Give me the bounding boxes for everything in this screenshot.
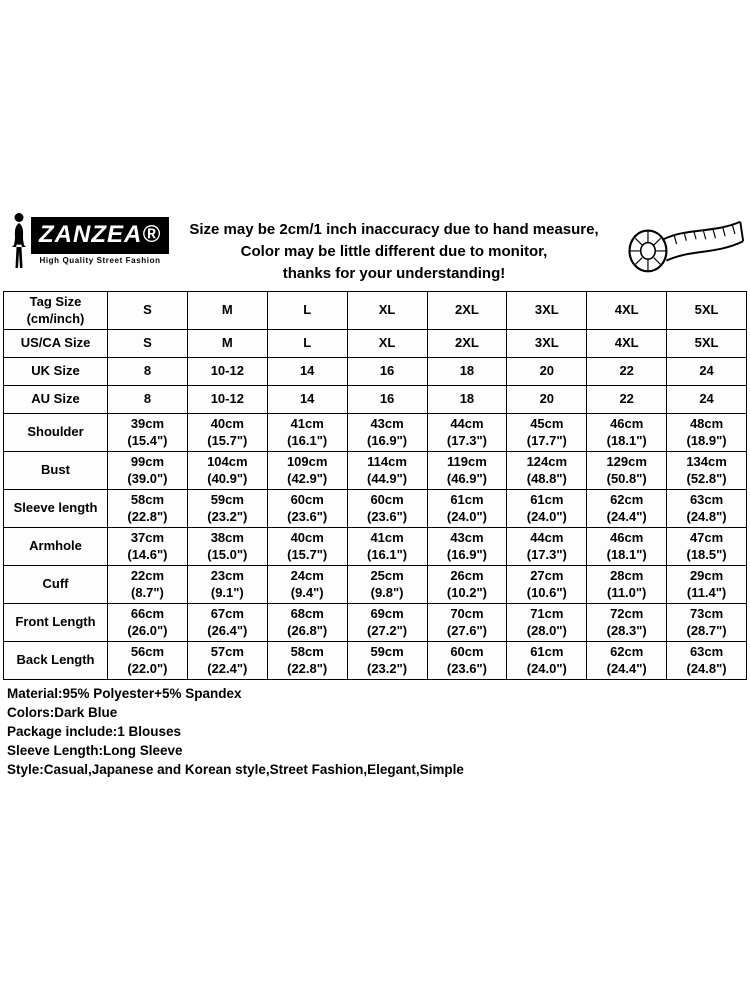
table-cell: 46cm (18.1")	[587, 414, 667, 452]
table-cell: 40cm (15.7")	[187, 414, 267, 452]
table-cell: 20	[507, 358, 587, 386]
table-cell: 69cm (27.2")	[347, 604, 427, 642]
table-cell: 38cm (15.0")	[187, 528, 267, 566]
table-cell: 57cm (22.4")	[187, 642, 267, 680]
table-cell: 66cm (26.0")	[108, 604, 188, 642]
table-row	[4, 566, 747, 604]
table-cell: 61cm (24.0")	[507, 490, 587, 528]
table-cell: 119cm (46.9")	[427, 452, 507, 490]
table-cell: 63cm (24.8")	[667, 490, 747, 528]
size-chart-page	[3, 0, 747, 779]
table-cell: 23cm (9.1")	[187, 566, 267, 604]
table-cell: 2XL	[427, 330, 507, 358]
table-cell: 60cm (23.6")	[347, 490, 427, 528]
table-row	[4, 642, 747, 680]
table-cell: XL	[347, 292, 427, 330]
table-cell: 71cm (28.0")	[507, 604, 587, 642]
row-label: US/CA Size	[4, 330, 108, 358]
table-row	[4, 330, 747, 358]
table-cell: 8	[108, 386, 188, 414]
table-cell: 68cm (26.8")	[267, 604, 347, 642]
table-cell: 63cm (24.8")	[667, 642, 747, 680]
table-cell: 48cm (18.9")	[667, 414, 747, 452]
table-cell: XL	[347, 330, 427, 358]
table-cell: S	[108, 330, 188, 358]
table-cell: 43cm (16.9")	[427, 528, 507, 566]
brand-name: ZANZEA®	[31, 217, 169, 254]
table-cell: 24	[667, 358, 747, 386]
table-cell: 44cm (17.3")	[427, 414, 507, 452]
detail-style: Style:Casual,Japanese and Korean style,Street Fashion,Elegant,Simple	[7, 762, 464, 777]
table-cell: 10-12	[187, 358, 267, 386]
table-cell: 16	[347, 358, 427, 386]
table-cell: 22cm (8.7")	[108, 566, 188, 604]
brand-tagline: High Quality Street Fashion	[39, 256, 161, 265]
row-label: AU Size	[4, 386, 108, 414]
table-cell: 28cm (11.0")	[587, 566, 667, 604]
table-cell: 22	[587, 358, 667, 386]
table-cell: 40cm (15.7")	[267, 528, 347, 566]
table-cell: 56cm (22.0")	[108, 642, 188, 680]
table-cell: 2XL	[427, 292, 507, 330]
row-label: Bust	[4, 452, 108, 490]
size-table-body	[4, 292, 747, 680]
table-row	[4, 386, 747, 414]
table-cell: 4XL	[587, 292, 667, 330]
table-row	[4, 452, 747, 490]
row-label: Cuff	[4, 566, 108, 604]
table-cell: 16	[347, 386, 427, 414]
table-cell: 114cm (44.9")	[347, 452, 427, 490]
table-cell: L	[267, 330, 347, 358]
table-cell: 10-12	[187, 386, 267, 414]
notice-line-2: Color may be little different due to monitor,	[240, 243, 548, 260]
table-cell: 72cm (28.3")	[587, 604, 667, 642]
row-label: Sleeve length	[4, 490, 108, 528]
table-cell: 62cm (24.4")	[587, 642, 667, 680]
table-cell: 44cm (17.3")	[507, 528, 587, 566]
measure-notice	[171, 212, 617, 285]
table-cell: 24cm (9.4")	[267, 566, 347, 604]
table-cell: 45cm (17.7")	[507, 414, 587, 452]
table-cell: 27cm (10.6")	[507, 566, 587, 604]
table-cell: 124cm (48.8")	[507, 452, 587, 490]
table-cell: 4XL	[587, 330, 667, 358]
table-cell: S	[108, 292, 188, 330]
table-cell: M	[187, 330, 267, 358]
table-cell: 129cm (50.8")	[587, 452, 667, 490]
row-label: Tag Size (cm/inch)	[4, 292, 108, 330]
table-cell: 58cm (22.8")	[267, 642, 347, 680]
row-label: Back Length	[4, 642, 108, 680]
table-cell: 59cm (23.2")	[347, 642, 427, 680]
table-cell: 5XL	[667, 330, 747, 358]
notice-line-1: Size may be 2cm/1 inch inaccuracy due to hand measure,	[189, 221, 599, 238]
table-cell: 29cm (11.4")	[667, 566, 747, 604]
table-cell: 22	[587, 386, 667, 414]
table-row	[4, 292, 747, 330]
table-cell: 46cm (18.1")	[587, 528, 667, 566]
table-row	[4, 414, 747, 452]
table-cell: 60cm (23.6")	[427, 642, 507, 680]
table-cell: 41cm (16.1")	[347, 528, 427, 566]
table-cell: 37cm (14.6")	[108, 528, 188, 566]
row-label: Armhole	[4, 528, 108, 566]
table-row	[4, 604, 747, 642]
row-label: UK Size	[4, 358, 108, 386]
table-cell: 18	[427, 386, 507, 414]
table-cell: 25cm (9.8")	[347, 566, 427, 604]
table-cell: 3XL	[507, 330, 587, 358]
table-cell: 67cm (26.4")	[187, 604, 267, 642]
table-cell: 62cm (24.4")	[587, 490, 667, 528]
product-details	[3, 684, 747, 779]
table-cell: M	[187, 292, 267, 330]
table-row	[4, 358, 747, 386]
table-cell: 24	[667, 386, 747, 414]
table-cell: 61cm (24.0")	[507, 642, 587, 680]
table-cell: 18	[427, 358, 507, 386]
table-cell: 39cm (15.4")	[108, 414, 188, 452]
table-cell: 20	[507, 386, 587, 414]
brand-logo	[3, 212, 171, 270]
table-row	[4, 490, 747, 528]
table-cell: 70cm (27.6")	[427, 604, 507, 642]
table-cell: 14	[267, 358, 347, 386]
table-cell: 58cm (22.8")	[108, 490, 188, 528]
measuring-tape-icon	[617, 214, 745, 282]
row-label: Front Length	[4, 604, 108, 642]
table-cell: 41cm (16.1")	[267, 414, 347, 452]
detail-material: Material:95% Polyester+5% Spandex	[7, 686, 242, 701]
table-cell: 134cm (52.8")	[667, 452, 747, 490]
header	[3, 212, 747, 285]
table-cell: 109cm (42.9")	[267, 452, 347, 490]
table-cell: 47cm (18.5")	[667, 528, 747, 566]
size-table	[3, 291, 747, 680]
table-cell: 61cm (24.0")	[427, 490, 507, 528]
detail-sleeve-length: Sleeve Length:Long Sleeve	[7, 743, 183, 758]
notice-line-3: thanks for your understanding!	[282, 265, 506, 282]
table-row	[4, 528, 747, 566]
detail-package: Package include:1 Blouses	[7, 724, 182, 739]
table-cell: 8	[108, 358, 188, 386]
row-label: Shoulder	[4, 414, 108, 452]
table-cell: 59cm (23.2")	[187, 490, 267, 528]
table-cell: L	[267, 292, 347, 330]
table-cell: 99cm (39.0")	[108, 452, 188, 490]
detail-colors: Colors:Dark Blue	[7, 705, 118, 720]
table-cell: 43cm (16.9")	[347, 414, 427, 452]
table-cell: 26cm (10.2")	[427, 566, 507, 604]
woman-figure-icon	[9, 212, 29, 270]
table-cell: 60cm (23.6")	[267, 490, 347, 528]
table-cell: 5XL	[667, 292, 747, 330]
table-cell: 3XL	[507, 292, 587, 330]
table-cell: 73cm (28.7")	[667, 604, 747, 642]
table-cell: 14	[267, 386, 347, 414]
table-cell: 104cm (40.9")	[187, 452, 267, 490]
